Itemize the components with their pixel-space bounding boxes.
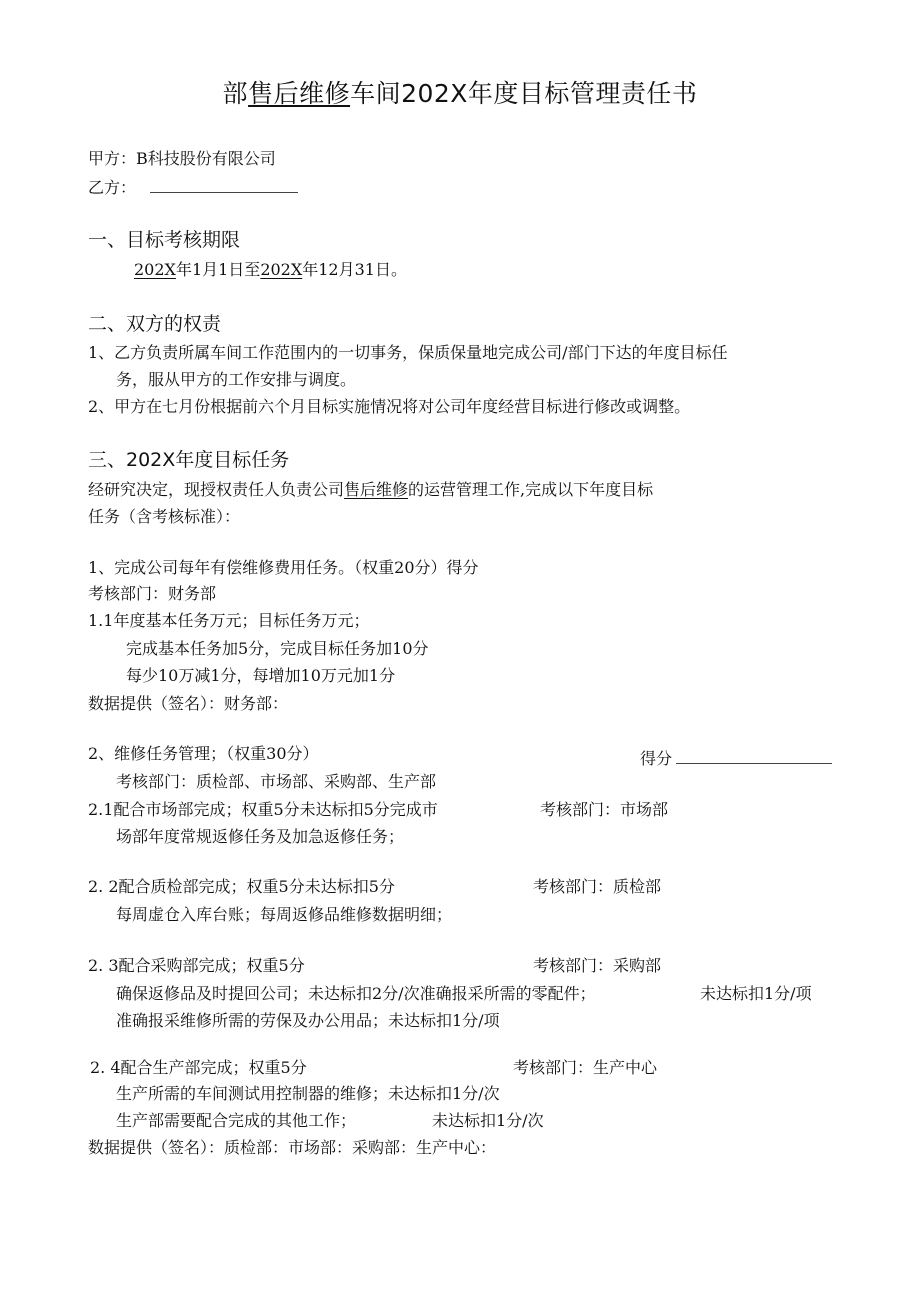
task2-2-detail: 每周虚仓入库台账；每周返修品维修数据明细；: [116, 905, 453, 924]
period-line: 202X年1月1日至202X年12月31日。: [134, 260, 407, 279]
task2-1: 2.1配合市场部完成；权重5分未达标扣5分完成市: [88, 800, 438, 819]
task2-4-detail2-penalty: 未达标扣1分/次: [432, 1111, 544, 1130]
score-blank: [676, 748, 832, 764]
task2-score: 得分: [640, 748, 832, 769]
task2-1-dept: 考核部门：市场部: [540, 800, 669, 819]
task2-2-dept: 考核部门：质检部: [533, 877, 662, 896]
section3-heading: 三、202X年度目标任务: [88, 449, 290, 471]
task2-4-detail2: 生产部需要配合完成的其他工作；: [116, 1111, 357, 1130]
task2-2: 2. 2配合质检部完成；权重5分未达标扣5分: [88, 877, 395, 896]
section2-heading: 二、双方的权责: [88, 313, 222, 335]
duty-1-line2: 务，服从甲方的工作安排与调度。: [116, 370, 357, 389]
duty-2: 2、甲方在七月份根据前六个月目标实施情况将对公司年度经营目标进行修改或调整。: [88, 397, 691, 416]
section3-intro: 经研究决定，现授权责任人负责公司售后维修的运营管理工作,完成以下年度目标: [88, 480, 654, 499]
task1-dept: 考核部门：财务部: [88, 584, 217, 603]
page-title: 部售后维修车间202X年度目标管理责任书: [222, 79, 698, 108]
task2-4-detail1: 生产所需的车间测试用控制器的维修；未达标扣1分/次: [116, 1084, 500, 1103]
task2-3-detail2: 准确报采维修所需的劳保及办公用品；未达标扣1分/项: [116, 1011, 500, 1030]
party-a: 甲方：B科技股份有限公司: [88, 149, 276, 168]
task1-sub: 1.1年度基本任务万元；目标任务万元；: [88, 611, 370, 630]
task2-dept: 考核部门：质检部、市场部、采购部、生产部: [116, 772, 437, 791]
task1-data: 数据提供（签名）：财务部：: [88, 694, 289, 713]
duty-1-line1: 1、乙方负责所属车间工作范围内的一切事务，保质保量地完成公司/部门下达的年度目标任: [88, 343, 728, 362]
task2-4-dept: 考核部门：生产中心: [513, 1058, 658, 1077]
party-b: 乙方：: [88, 177, 298, 198]
task1-rule1: 完成基本任务加5分，完成目标任务加10分: [126, 639, 429, 658]
task1-title: 1、完成公司每年有偿维修费用任务。（权重20分）得分: [88, 558, 479, 577]
task2-data: 数据提供（签名）：质检部：市场部：采购部：生产中心：: [88, 1138, 497, 1157]
section1-heading: 一、目标考核期限: [88, 229, 241, 251]
task2-3: 2. 3配合采购部完成；权重5分: [88, 956, 305, 975]
party-b-blank: [150, 177, 298, 193]
section3-intro-line2: 任务（含考核标准）：: [88, 507, 241, 526]
task2-3-detail1: 确保返修品及时提回公司；未达标扣2分/次准确报采所需的零配件；: [116, 984, 596, 1003]
task2-3-dept: 考核部门：采购部: [533, 956, 662, 975]
title-dept: 售后维修: [248, 79, 351, 108]
task2-title: 2、维修任务管理；（权重30分）: [88, 744, 319, 763]
task1-rule2: 每少10万减1分，每增加10万元加1分: [126, 666, 396, 685]
task2-1-detail: 场部年度常规返修任务及加急返修任务；: [116, 827, 405, 846]
task2-4: 2. 4配合生产部完成；权重5分: [90, 1058, 307, 1077]
task2-3-detail1-penalty: 未达标扣1分/项: [700, 984, 812, 1003]
